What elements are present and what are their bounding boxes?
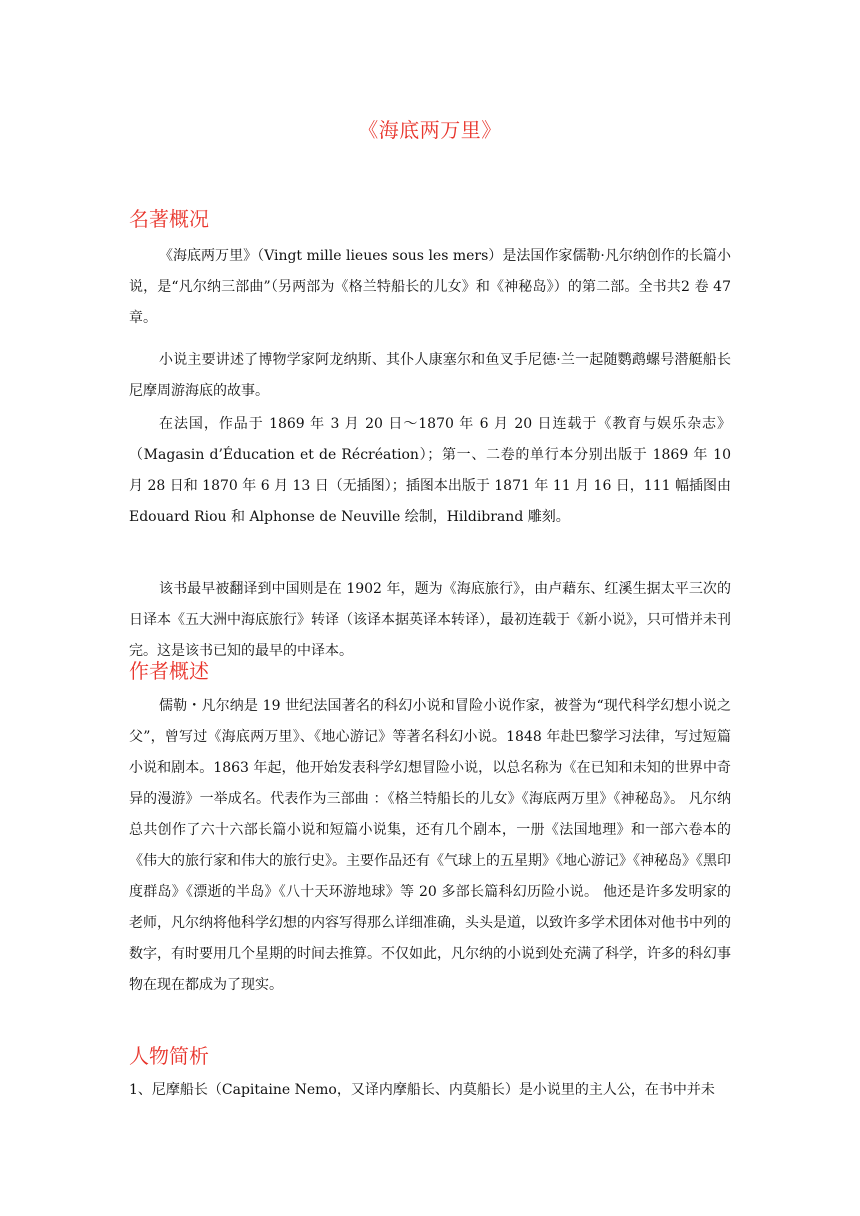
overview-paragraph-3: 在法国，作品于 1869 年 3 月 20 日～1870 年 6 月 20 日连载于《教育与娱乐杂志》（Magasin d’Éducation et de Récréation）；第一、二卷的单行本分别出版于 1869 年 10 月 28 日和 1870 年 6 月 13 日（无插图）；插图本出版于 1871 年 11 月 16 日，111 幅插图由 Edouard Riou 和 Alphonse de Neuville 绘制，Hildibrand 雕刻。 xyxy=(129,416,731,525)
overview-paragraph-2: 小说主要讲述了博物学家阿龙纳斯、其仆人康塞尔和鱼叉手尼德·兰一起随鹦鹉螺号潜艇船长尼摩周游海底的故事。 xyxy=(129,352,731,399)
author-paragraph-1: 儒勒・凡尔纳是 19 世纪法国著名的科幻小说和冒险小说作家，被誉为“现代科学幻想小说之父”，曾写过《海底两万里》、《地心游记》等著名科幻小说。1848 年赴巴黎学习法律，写过短篇小说和剧本。1863 年起，他开始发表科学幻想冒险小说，以总名称为《在已知和未知的世界中奇异的漫游》一举成名。代表作为三部曲 ：《格兰特船长的儿女》《海底两万里》《神秘岛》。 凡尔纳总共创作了六十六部长篇小说和短篇小说集，还有几个剧本，一册《法国地理》和一部六卷本的《伟大的旅行家和伟大的旅行史》。主要作品还有《气球上的五星期》《地心游记》《神秘岛》《黑印度群岛》《漂逝的半岛》《八十天环游地球》等 20 多部长篇科幻历险小说。 他还是许多发明家的老师，凡尔纳将他科学幻想的内容写得那么详细准确，头头是道，以致许多学术团体对他书中列的数字，有时要用几个星期的时间去推算。不仅如此，凡尔纳的小说到处充满了科学，许多的科幻事物在现在都成为了现实。 xyxy=(129,698,731,993)
section-heading-author: 作者概述 xyxy=(129,659,209,683)
overview-paragraph-1: 《海底两万里》（Vingt mille lieues sous les mers）是法国作家儒勒·凡尔纳创作的长篇小说，是“凡尔纳三部曲”（另两部为《格兰特船长的儿女》和《神秘岛》）的第二部。全书共2 卷 47 章。 xyxy=(129,248,731,326)
overview-paragraph-4: 该书最早被翻译到中国则是在 1902 年，题为《海底旅行》，由卢藉东、红溪生据太平三次的日译本《五大洲中海底旅行》转译（该译本据英译本转译），最初连载于《新小说》，只可惜并未刊完。这是该书已知的最早的中译本。 xyxy=(129,581,731,659)
section-heading-characters: 人物简析 xyxy=(129,1044,209,1068)
section-heading-overview: 名著概况 xyxy=(129,207,209,231)
document-title: 《海底两万里》 xyxy=(358,118,502,142)
characters-paragraph-1: 1、尼摩船长（Capitaine Nemo，又译内摩船长、内莫船长）是小说里的主人公，在书中并未 xyxy=(129,1082,715,1098)
